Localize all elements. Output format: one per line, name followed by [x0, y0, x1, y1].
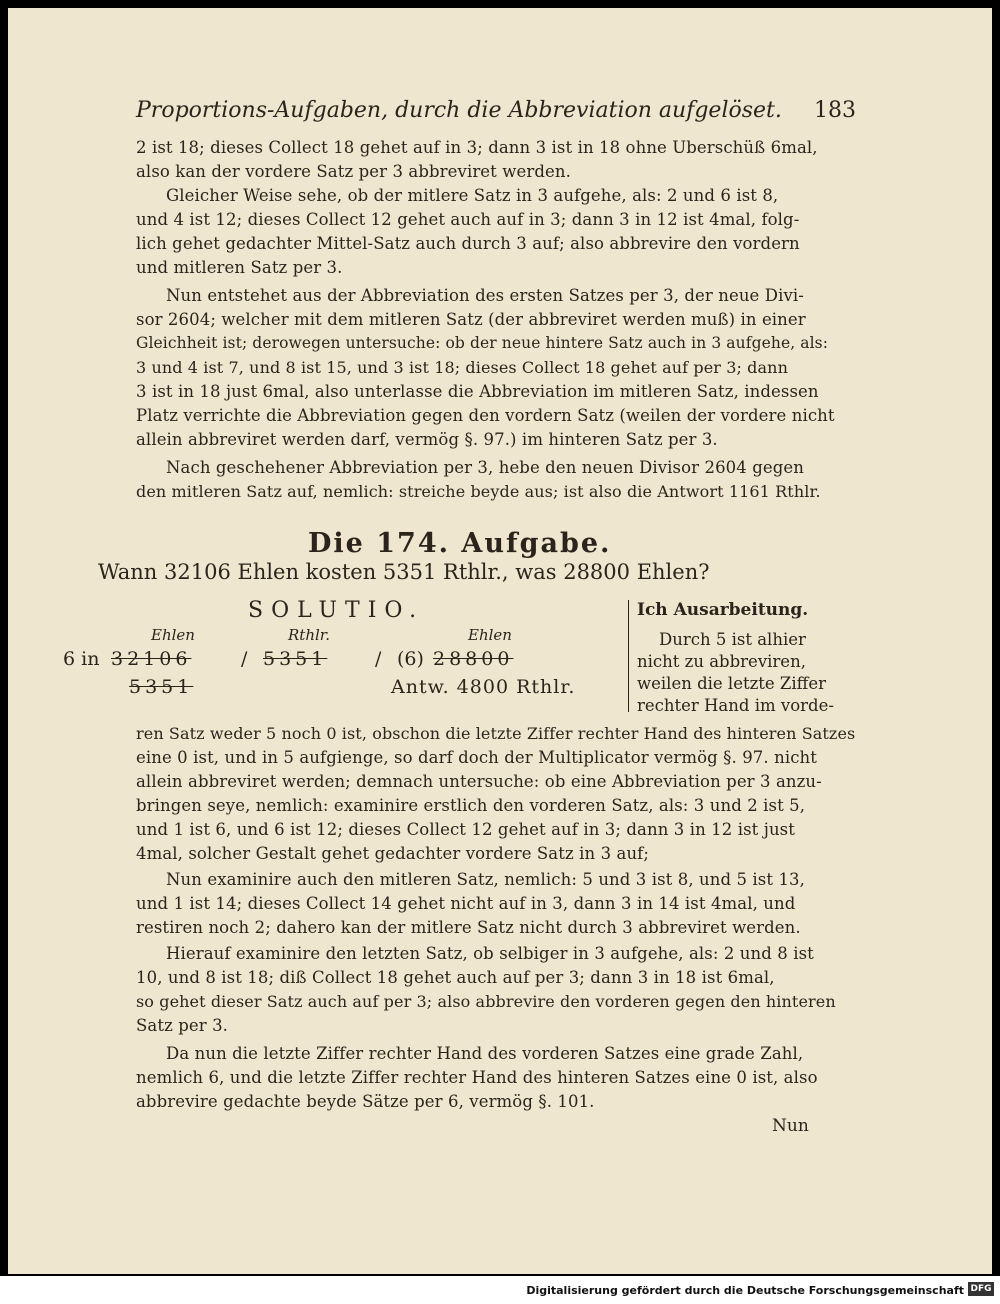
text-line: bringen seye, nemlich: examinire erstlich den vorderen Satz, als: 3 und 2 ist 5, — [136, 796, 806, 815]
solutio-label: SOLUTIO. — [248, 598, 425, 623]
struck-number: 28800 — [433, 648, 514, 670]
text-line: 4mal, solcher Gestalt gehet gedachter vordere Satz in 3 auf; — [136, 844, 650, 863]
text-line: also kan der vordere Satz per 3 abbreviret werden. — [136, 162, 571, 181]
text-line: nemlich 6, und die letzte Ziffer rechter Hand des hinteren Satzes eine 0 ist, also — [136, 1068, 818, 1087]
struck-number: 5351 — [129, 676, 194, 698]
text-line: ren Satz weder 5 noch 0 ist, obschon die letzte Ziffer rechter Hand des hinteren Satzes — [136, 724, 856, 743]
side-note-line: nicht zu abbreviren, — [637, 652, 806, 671]
footer-bar — [0, 1276, 1000, 1304]
text-line: Hierauf examinire den letzten Satz, ob selbiger in 3 aufgehe, als: 2 und 8 ist — [166, 944, 814, 963]
text-line: Nun entstehet aus der Abbreviation des ersten Satzes per 3, der neue Divi- — [166, 286, 804, 305]
text-line: und 1 ist 6, und 6 ist 12; dieses Collect 12 gehet auf in 3; dann 3 in 12 ist just — [136, 820, 795, 839]
text-line: lich gehet gedachter Mittel-Satz auch durch 3 auf; also abbrevire den vordern — [136, 234, 800, 253]
problem-question: Wann 32106 Ehlen kosten 5351 Rthlr., was 28800 Ehlen? — [98, 560, 710, 584]
text-line: Satz per 3. — [136, 1016, 229, 1035]
text-line: Nun examinire auch den mitleren Satz, nemlich: 5 und 3 ist 8, und 5 ist 13, — [166, 870, 805, 889]
section-heading: Die 174. Aufgabe. — [308, 528, 612, 559]
text-line: so gehet dieser Satz auch auf per 3; also abbrevire den vorderen gegen den hinteren — [136, 992, 836, 1011]
text-line: allein abbreviret werden darf, vermög §. 97.) im hinteren Satz per 3. — [136, 430, 718, 449]
text-line: Gleicher Weise sehe, ob der mitlere Satz in 3 aufgehe, als: 2 und 6 ist 8, — [166, 186, 779, 205]
text-line: und mitleren Satz per 3. — [136, 258, 343, 277]
text-line: und 4 ist 12; dieses Collect 12 gehet auch auf in 3; dann 3 in 12 ist 4mal, folg- — [136, 210, 800, 229]
book-page — [8, 8, 992, 1274]
running-header — [136, 98, 856, 132]
text-line: Da nun die letzte Ziffer rechter Hand des vorderen Satzes eine grade Zahl, — [166, 1044, 804, 1063]
calc-prefix: 6 in — [63, 648, 100, 670]
unit-label-ehlen: Ehlen — [468, 626, 512, 644]
struck-number: 32106 — [111, 648, 192, 670]
paragraph-block-2 — [136, 724, 856, 1124]
text-line: den mitleren Satz auf, nemlich: streiche beyde aus; ist also die Antwort 1161 Rthlr. — [136, 482, 821, 501]
text-line: und 1 ist 14; dieses Collect 14 gehet nicht auf in 3, dann 3 in 14 ist 4mal, und — [136, 894, 796, 913]
text-line: restiren noch 2; dahero kan der mitlere Satz nicht durch 3 abbreviret werden. — [136, 918, 801, 937]
side-note-line: rechter Hand im vorde- — [637, 696, 834, 715]
dfg-logo: DFG — [968, 1282, 994, 1296]
text-line: abbrevire gedachte beyde Sätze per 6, vermög §. 101. — [136, 1092, 595, 1111]
side-note-heading: Ich Ausarbeitung. — [637, 600, 809, 620]
unit-label-ehlen: Ehlen — [151, 626, 195, 644]
catchword: Nun — [772, 1116, 809, 1136]
text-line: 10, und 8 ist 18; diß Collect 18 gehet auch auf per 3; dann 3 in 18 ist 6mal, — [136, 968, 775, 987]
funding-note: Digitalisierung gefördert durch die Deutsche Forschungsgemeinschaft — [526, 1284, 964, 1297]
divisor-paren: (6) — [397, 648, 424, 670]
text-line: Platz verrichte die Abbreviation gegen den vordern Satz (weilen der vordere nicht — [136, 406, 835, 425]
text-line: 2 ist 18; dieses Collect 18 gehet auf in 3; dann 3 ist in 18 ohne Uberschüß 6mal, — [136, 138, 818, 157]
text-line: sor 2604; welcher mit dem mitleren Satz (der abbreviret werden muß) in einer — [136, 310, 806, 329]
paragraph-block-1 — [136, 138, 846, 518]
separator: / — [241, 648, 248, 670]
side-note-line: Durch 5 ist alhier — [659, 630, 806, 649]
text-line: Nach geschehener Abbreviation per 3, hebe den neuen Divisor 2604 gegen — [166, 458, 804, 477]
side-note — [628, 600, 854, 715]
separator: / — [375, 648, 382, 670]
header-title: Proportions-Aufgaben, durch die Abbreviation aufgelöset. — [136, 98, 782, 123]
text-line: allein abbreviret werden; demnach untersuche: ob eine Abbreviation per 3 anzu- — [136, 772, 822, 791]
struck-number: 5351 — [263, 648, 328, 670]
page-number: 183 — [814, 98, 856, 123]
text-line: eine 0 ist, und in 5 aufgienge, so darf doch der Multiplicator vermög §. 97. nicht — [136, 748, 817, 767]
text-line: 3 und 4 ist 7, und 8 ist 15, und 3 ist 18; dieses Collect 18 gehet auf per 3; dann — [136, 358, 788, 377]
answer: Antw. 4800 Rthlr. — [391, 676, 576, 698]
side-note-line: weilen die letzte Ziffer — [637, 674, 827, 693]
unit-label-rthlr: Rthlr. — [288, 626, 331, 644]
calculation-block — [63, 626, 623, 706]
text-line: Gleichheit ist; derowegen untersuche: ob der neue hintere Satz auch in 3 aufgehe, als: — [136, 334, 829, 352]
text-line: 3 ist in 18 just 6mal, also unterlasse die Abbreviation im mitleren Satz, indessen — [136, 382, 819, 401]
